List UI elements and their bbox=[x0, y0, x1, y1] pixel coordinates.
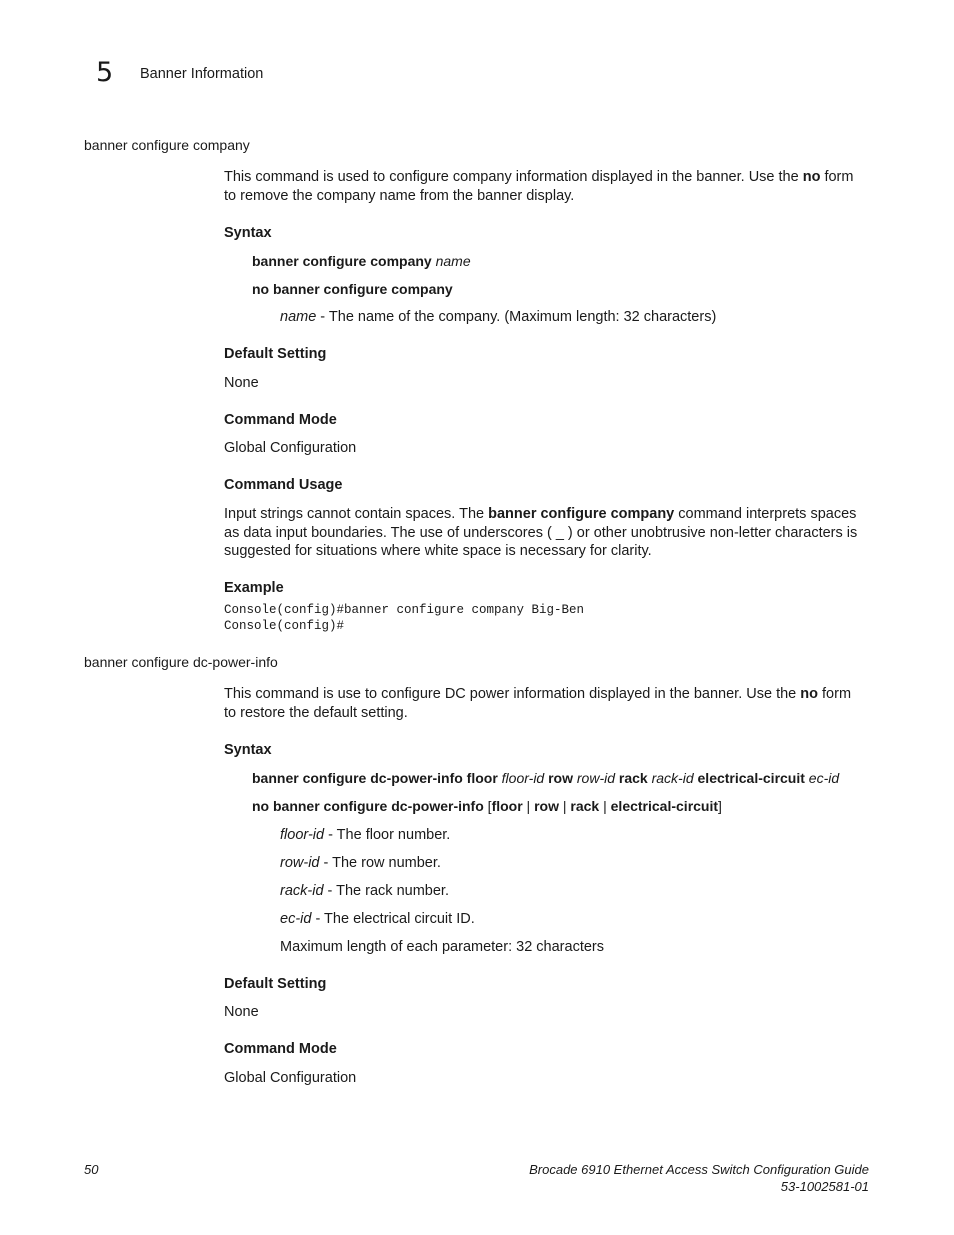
company-syntax-no-command: no banner configure company bbox=[252, 281, 453, 297]
company-mode-heading: Command Mode bbox=[224, 412, 337, 428]
chapter-title: Banner Information bbox=[140, 66, 264, 82]
company-param-name: name - The name of the company. (Maximum length: 32 characters) bbox=[280, 309, 717, 325]
dcpower-param-row: row-id - The row number. bbox=[280, 855, 441, 871]
dcpower-param-rack: rack-id - The rack number. bbox=[280, 883, 449, 899]
dcpower-mode-value: Global Configuration bbox=[224, 1070, 357, 1086]
footer-doc-number: 53-1002581-01 bbox=[780, 1179, 869, 1194]
company-mode-value: Global Configuration bbox=[224, 440, 357, 456]
footer-doc-title: Brocade 6910 Ethernet Access Switch Configuration Guide bbox=[529, 1162, 869, 1177]
company-intro: This command is used to configure company information displayed in the banner. Use the no form to remove the company name from the banner display. bbox=[224, 169, 854, 204]
company-example-code: Console(config)#banner configure company Big-Ben Console(config)# bbox=[224, 603, 585, 633]
company-example-heading: Example bbox=[224, 580, 284, 596]
company-usage-text: Input strings cannot contain spaces. The banner configure company command interprets spaces as data input boundaries. The use of underscores ( _ ) or other unobtrusive non-letter characters is suggested for situations where white space is necessary for clarity. bbox=[224, 506, 858, 559]
dcpower-param-ec: ec-id - The electrical circuit ID. bbox=[280, 911, 475, 927]
company-default-heading: Default Setting bbox=[224, 346, 327, 362]
dcpower-syntax-command: banner configure dc-power-info floor floor-id row row-id rack rack-id electrical-circuit ec-id bbox=[252, 770, 840, 786]
page-number: 50 bbox=[84, 1162, 99, 1177]
dcpower-mode-heading: Command Mode bbox=[224, 1041, 337, 1057]
company-default-value: None bbox=[224, 375, 259, 391]
chapter-number: 5 bbox=[96, 57, 114, 88]
dcpower-syntax-no-command: no banner configure dc-power-info [floor | row | rack | electrical-circuit] bbox=[252, 798, 722, 814]
company-syntax-heading: Syntax bbox=[224, 225, 272, 241]
dcpower-param-floor: floor-id - The floor number. bbox=[280, 827, 451, 843]
dcpower-default-heading: Default Setting bbox=[224, 976, 327, 992]
section-title-company: banner configure company bbox=[84, 137, 250, 153]
dcpower-max-length: Maximum length of each parameter: 32 characters bbox=[280, 939, 604, 955]
company-syntax-command: banner configure company name bbox=[252, 253, 471, 269]
company-usage-heading: Command Usage bbox=[224, 477, 343, 493]
dcpower-default-value: None bbox=[224, 1004, 259, 1020]
dcpower-intro: This command is use to configure DC power information displayed in the banner. Use the no form to restore the default setting. bbox=[224, 686, 852, 721]
dcpower-syntax-heading: Syntax bbox=[224, 742, 272, 758]
section-title-dcpower: banner configure dc-power-info bbox=[84, 654, 278, 670]
